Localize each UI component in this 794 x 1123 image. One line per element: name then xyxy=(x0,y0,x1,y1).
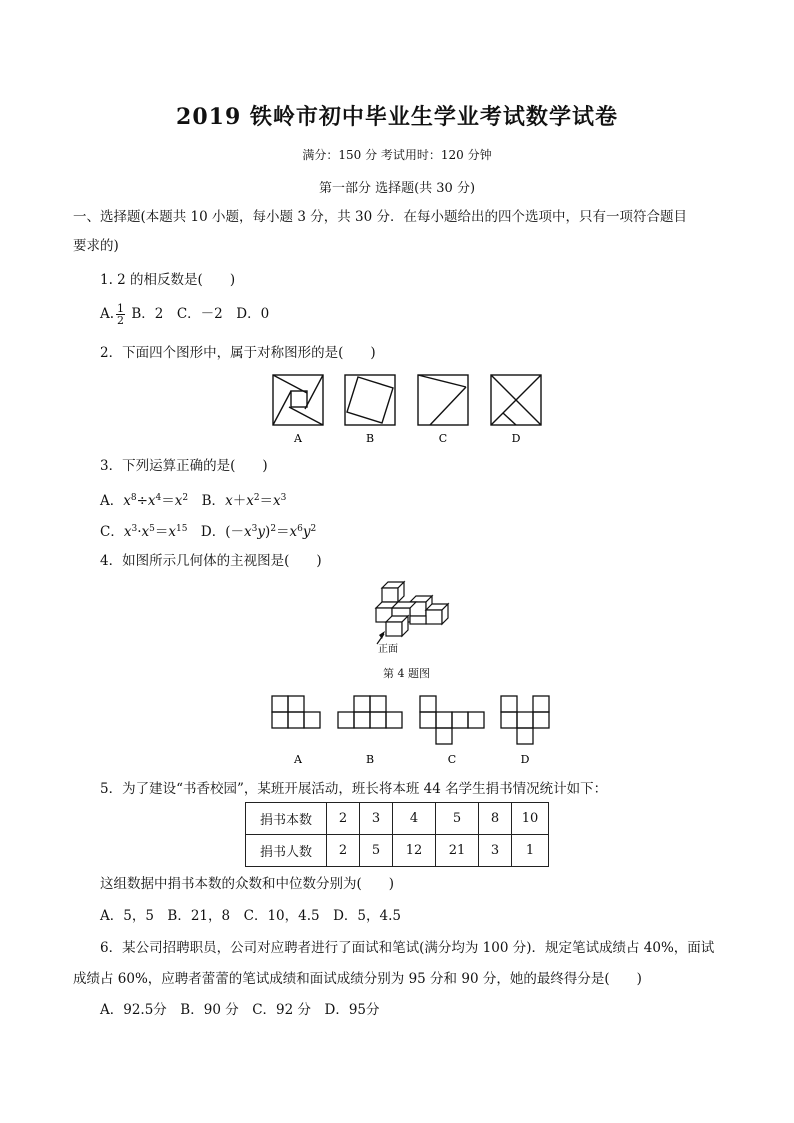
q2-figures xyxy=(270,372,550,447)
q1-option-a-prefix: A. xyxy=(100,306,115,322)
q2-label-c: C xyxy=(438,432,448,445)
table-cell: 12 xyxy=(393,835,436,867)
section-instructions-line2: 要求的) xyxy=(73,238,119,254)
q4-view-a xyxy=(272,696,320,728)
q3-options-ab: A．$x^8\div x^4=x^2$ B．$x+x^2=x^3$ xyxy=(100,493,287,509)
q5-stem: 5．为了建设“书香校园”，某班开展活动，班长将本班 44 名学生捐书情况统计如下： xyxy=(100,781,608,797)
q6-stem-line1: 6．某公司招聘职员，公司对应聘者进行了面试和笔试(满分均为 100 分)．规定笔试成绩占 40%，面试 xyxy=(100,940,715,956)
q6-options: A．92.5分 B．90 分 C．92 分 D．95分 xyxy=(100,1002,380,1018)
table-row xyxy=(246,803,549,835)
q4-figure-caption: 第 4 题图 xyxy=(383,667,430,680)
q2-label-b: B xyxy=(365,432,375,445)
q5-options: A．5，5 B．21，8 C．10，4.5 D．5，4.5 xyxy=(100,908,401,924)
q2-figure-a xyxy=(273,375,323,425)
q4-view-c xyxy=(420,696,484,744)
q4-label-a: A xyxy=(294,753,302,766)
q2-figure-d xyxy=(491,375,541,425)
q5-question: 这组数据中捐书本数的众数和中位数分别为( ) xyxy=(100,876,395,892)
donation-table xyxy=(245,802,549,867)
q4-option-views xyxy=(270,693,555,768)
q6-stem-line2: 成绩占 60%，应聘者蕾蕾的笔试成绩和面试成绩分别为 95 分和 90 分，她的最终得分是( ) xyxy=(73,971,642,987)
q1-options xyxy=(100,303,269,326)
table-row-label: 捐书本数 xyxy=(246,803,327,835)
table-cell: 1 xyxy=(512,835,549,867)
table-row xyxy=(246,835,549,867)
q2-figure-b xyxy=(345,375,395,425)
q2-stem: 2．下面四个图形中，属于对称图形的是( ) xyxy=(100,345,376,361)
q4-label-d: D xyxy=(520,753,530,766)
q1-option-a-fraction: $\frac{1}{2}$ xyxy=(117,302,125,327)
q1-other-options: B．2 C．－2 D．0 xyxy=(131,306,270,322)
q3-stem: 3．下列运算正确的是( ) xyxy=(100,458,268,474)
exam-meta: 满分：150 分 考试用时：120 分钟 xyxy=(302,148,492,162)
q1-stem: 1. 2 的相反数是( ) xyxy=(100,272,236,288)
q2-label-d: D xyxy=(511,432,521,445)
q2-label-a: A xyxy=(294,432,302,445)
q4-view-d xyxy=(501,696,549,744)
table-cell: 10 xyxy=(512,803,549,835)
table-cell: 21 xyxy=(436,835,479,867)
table-cell: 5 xyxy=(436,803,479,835)
table-cell: 3 xyxy=(479,835,512,867)
q3-options-cd: C．$x^3\cdot x^5=x^{15}$ D．$(-x^3y)^2=x^6y^2$ xyxy=(100,524,317,540)
section-instructions-line1: 一、选择题(本题共 10 小题，每小题 3 分，共 30 分．在每小题给出的四个选项中，只有一项符合题目 xyxy=(73,209,687,225)
q2-figure-c xyxy=(418,375,468,425)
q4-label-b: B xyxy=(365,753,375,766)
table-cell: 3 xyxy=(360,803,393,835)
table-row-label: 捐书人数 xyxy=(246,835,327,867)
q4-label-c: C xyxy=(447,753,457,766)
q4-front-label: 正面 xyxy=(378,644,398,655)
table-cell: 2 xyxy=(327,803,360,835)
table-cell: 8 xyxy=(479,803,512,835)
table-cell: 5 xyxy=(360,835,393,867)
table-cell: 4 xyxy=(393,803,436,835)
q4-stem: 4．如图所示几何体的主视图是( ) xyxy=(100,553,322,569)
part-heading: 第一部分 选择题(共 30 分) xyxy=(318,181,476,196)
page-title: 2019 铁岭市初中毕业生学业考试数学试卷 xyxy=(176,104,618,130)
table-cell: 2 xyxy=(327,835,360,867)
q4-solid-figure xyxy=(360,576,460,656)
q4-view-b xyxy=(338,696,402,728)
